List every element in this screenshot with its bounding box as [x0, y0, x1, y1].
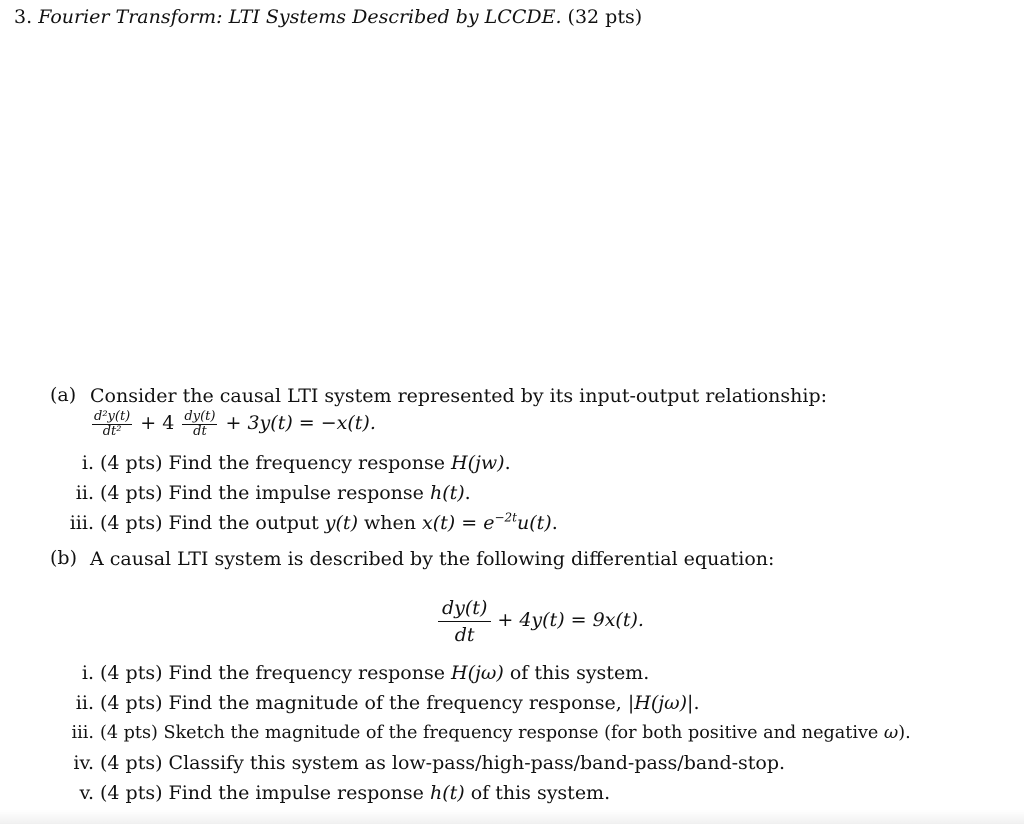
part-b-item-v: v. (4 pts) Find the impulse response h(t) of this system. [79, 782, 611, 804]
part-b-intro: A causal LTI system is described by the following differential equation: [90, 548, 775, 570]
part-a-item-ii: ii. (4 pts) Find the impulse response h(t). [75, 482, 471, 504]
problem-header [14, 6, 642, 28]
part-b-label: (b) [50, 547, 77, 569]
part-a-equation: $\frac{\text{d²y(t)}}{\text{dt²}}$ + 4 $\frac{dy(t)}{dt}$ + 3y(t) = −x(t). [94, 408, 376, 439]
part-b-item-iv: iv. (4 pts) Classify this system as low-pass/high-pass/band-pass/band-stop. [73, 752, 786, 774]
part-a-intro: Consider the causal LTI system represented by its input-output relationship: [90, 385, 828, 407]
part-a-label: (a) [50, 384, 77, 406]
second-derivative-fraction: $\frac{\text{d²y(t)}}{\text{dt²}}$ [94, 408, 131, 439]
part-a-item-i: i. (4 pts) Find the frequency response H(jw). [81, 452, 511, 474]
part-a-item-iii: iii. (4 pts) Find the output y(t) when $x(t) = e^{-2t}u(t)$. [69, 510, 558, 534]
part-b-equation: $\frac{dy(t)}{dt}$ + 4y(t) = 9x(t). [438, 592, 644, 648]
problem-number: 3. [14, 6, 33, 28]
first-derivative-fraction: $\frac{dy(t)}{dt}$ [184, 408, 216, 439]
problem-title: Fourier Transform: LTI Systems Described by LCCDE. [38, 6, 562, 28]
problem-points: (32 pts) [567, 6, 643, 28]
page-bottom-shadow [0, 810, 1024, 824]
part-b-item-ii: ii. (4 pts) Find the magnitude of the frequency response, |H(jω)|. [75, 692, 700, 714]
part-b-item-i: i. (4 pts) Find the frequency response H(jω) of this system. [81, 662, 650, 684]
part-b-item-iii: iii. (4 pts) Sketch the magnitude of the frequency response (for both positive and negative ω). [71, 723, 911, 743]
derivative-fraction: $\frac{dy(t)}{dt}$ [438, 595, 491, 648]
